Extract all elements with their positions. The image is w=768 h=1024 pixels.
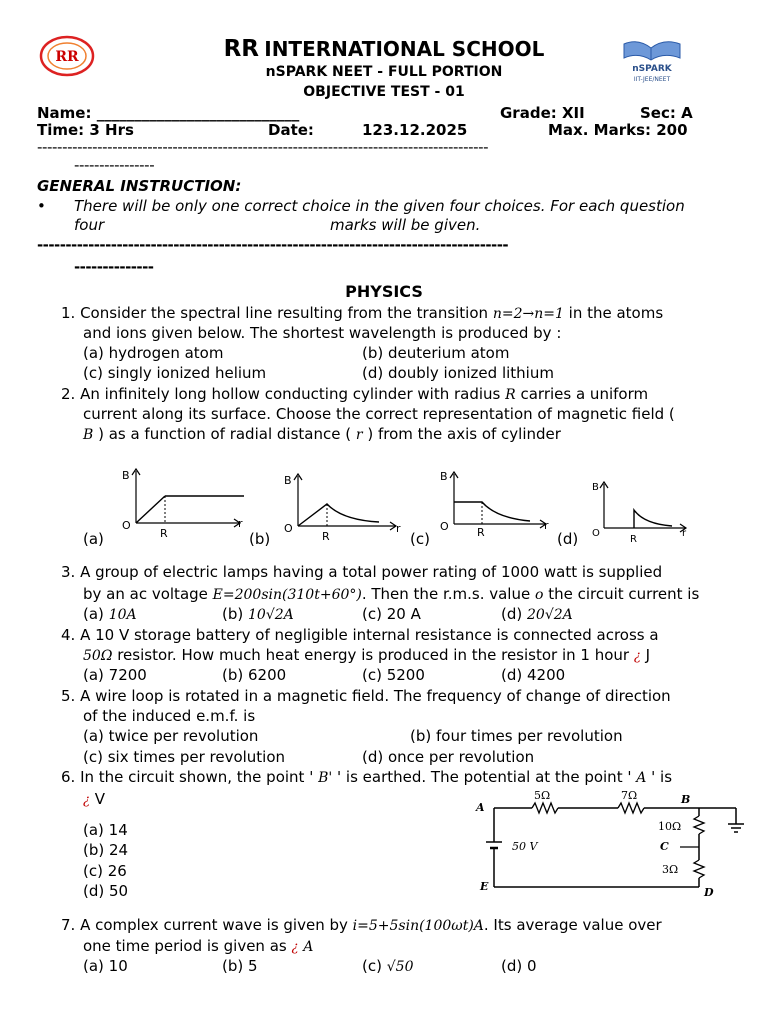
separator-line: ----------------	[74, 156, 155, 174]
svg-text:r: r	[396, 522, 401, 535]
svg-text:O: O	[284, 522, 293, 535]
option-a: (a) twice per revolution	[83, 727, 259, 745]
grade: Grade: XII	[500, 104, 585, 122]
question-2-line-2: current along its surface. Choose the correct representation of magnetic field (	[83, 405, 675, 423]
max-marks: Max. Marks: 200	[548, 121, 688, 139]
graph-a	[118, 465, 250, 541]
svg-text:3Ω: 3Ω	[662, 863, 679, 876]
option-a: (a) hydrogen atom	[83, 344, 224, 362]
option-d: (d) 50	[83, 882, 129, 900]
instruction-line: There will be only one correct choice in the given four choices. For each question	[74, 197, 685, 215]
instruction-heading: GENERAL INSTRUCTION:	[37, 177, 242, 195]
svg-text:R: R	[477, 526, 485, 538]
question-1-line-2: and ions given below. The shortest wavelength is produced by :	[83, 324, 562, 342]
option-d: (d) 4200	[501, 666, 566, 684]
option-d: (d) once per revolution	[362, 748, 535, 766]
option-a: (a) 7200	[83, 666, 147, 684]
test-subtitle: nSPARK NEET - FULL PORTION	[265, 64, 503, 80]
instruction-line: four	[74, 216, 105, 234]
option-a: (a) 10	[83, 957, 128, 975]
svg-text:B: B	[592, 482, 599, 493]
time: Time: 3 Hrs	[37, 121, 134, 139]
circuit-diagram	[474, 788, 758, 900]
option-c: (c) 20 A	[362, 605, 421, 623]
question-6: 6. In the circuit shown, the point ' B' ' is earthed. The potential at the point ' A ' is	[61, 768, 673, 786]
question-5: 5. A wire loop is rotated in a magnetic field. The frequency of change of direction	[61, 687, 671, 705]
svg-text:A: A	[476, 801, 485, 814]
option-b: (b) deuterium atom	[362, 344, 510, 362]
section: Sec: A	[640, 104, 693, 122]
option-d: (d) 20√2A	[501, 605, 573, 623]
svg-text:r: r	[544, 519, 549, 532]
question-3-line-2: by an ac voltage E=200sin(310t+60°). Then the r.m.s. value o the circuit current is	[83, 585, 700, 603]
graph-label-d: (d)	[557, 530, 579, 548]
svg-text:D: D	[704, 886, 714, 899]
svg-text:5Ω: 5Ω	[534, 789, 551, 802]
svg-text:O: O	[592, 528, 600, 539]
date-label: Date:	[268, 121, 314, 139]
separator-line: -----------------------------------------------------------------------------------	[37, 236, 509, 254]
graph-c	[438, 466, 554, 538]
question-1: 1. Consider the spectral line resulting from the transition n=2→n=1 in the atoms	[61, 304, 664, 322]
svg-text:B: B	[284, 474, 292, 487]
question-4-line-2: 50Ω resistor. How much heat energy is produced in the resistor in 1 hour ¿ J	[83, 646, 651, 664]
svg-text:50 V: 50 V	[512, 840, 538, 853]
separator-line: --------------	[74, 258, 154, 276]
option-b: (b) four times per revolution	[410, 727, 623, 745]
svg-text:O: O	[440, 520, 449, 533]
svg-text:B: B	[440, 470, 448, 483]
svg-text:O: O	[122, 519, 131, 532]
nspark-logo-subtext: IIT-JEE/NEET	[633, 76, 671, 83]
option-c: (c) six times per revolution	[83, 748, 286, 766]
graph-label-a: (a)	[83, 530, 104, 548]
svg-text:R: R	[630, 534, 637, 544]
option-d: (d) 0	[501, 957, 537, 975]
graph-label-b: (b)	[249, 530, 271, 548]
question-2-line-3: B ) as a function of radial distance ( r ) from the axis of cylinder	[83, 425, 561, 443]
svg-text:10Ω: 10Ω	[658, 820, 682, 833]
question-6-line-2: ¿ V	[83, 790, 106, 808]
option-c: (c) 5200	[362, 666, 425, 684]
option-a: (a) 10A	[83, 605, 137, 623]
test-name: OBJECTIVE TEST - 01	[303, 84, 465, 100]
nspark-logo-text: nSPARK	[632, 64, 672, 74]
graph-label-c: (c)	[410, 530, 430, 548]
option-c: (c) singly ionized helium	[83, 364, 267, 382]
name-field: Name: ___________________________	[37, 104, 300, 122]
school-name: RR INTERNATIONAL SCHOOL	[223, 36, 545, 62]
section-title: PHYSICS	[345, 282, 423, 301]
svg-text:B: B	[122, 469, 130, 482]
svg-text:R: R	[322, 530, 330, 540]
question-5-line-2: of the induced e.m.f. is	[83, 707, 256, 725]
graph-d	[588, 478, 692, 544]
instruction-line: marks will be given.	[330, 216, 481, 234]
option-c: (c) √50	[362, 957, 414, 975]
svg-text:E: E	[480, 880, 489, 893]
svg-text:C: C	[660, 840, 669, 853]
option-c: (c) 26	[83, 862, 127, 880]
nspark-logo	[616, 36, 688, 84]
svg-text:7Ω: 7Ω	[621, 789, 638, 802]
option-d: (d) doubly ionized lithium	[362, 364, 554, 382]
question-4: 4. A 10 V storage battery of negligible internal resistance is connected across a	[61, 626, 659, 644]
option-b: (b) 5	[222, 957, 258, 975]
separator-line: ------------------------------------------------------------------------------------------	[37, 138, 489, 156]
svg-text:R: R	[160, 527, 168, 540]
school-logo-text: RR	[55, 49, 79, 65]
svg-text:r: r	[682, 528, 687, 539]
question-7: 7. A complex current wave is given by i=5+5sin(100ωt)A. Its average value over	[61, 916, 662, 934]
bullet: •	[37, 197, 46, 215]
date-value: 123.12.2025	[362, 121, 468, 139]
question-2: 2. An infinitely long hollow conducting cylinder with radius R carries a uniform	[61, 385, 649, 403]
svg-text:B: B	[681, 793, 691, 806]
option-b: (b) 6200	[222, 666, 287, 684]
option-b: (b) 24	[83, 841, 129, 859]
option-a: (a) 14	[83, 821, 128, 839]
question-3: 3. A group of electric lamps having a total power rating of 1000 watt is supplied	[61, 563, 663, 581]
graph-b	[282, 470, 408, 540]
option-b: (b) 10√2A	[222, 605, 294, 623]
question-7-line-2: one time period is given as ¿ A	[83, 937, 314, 955]
svg-text:r: r	[238, 517, 243, 530]
